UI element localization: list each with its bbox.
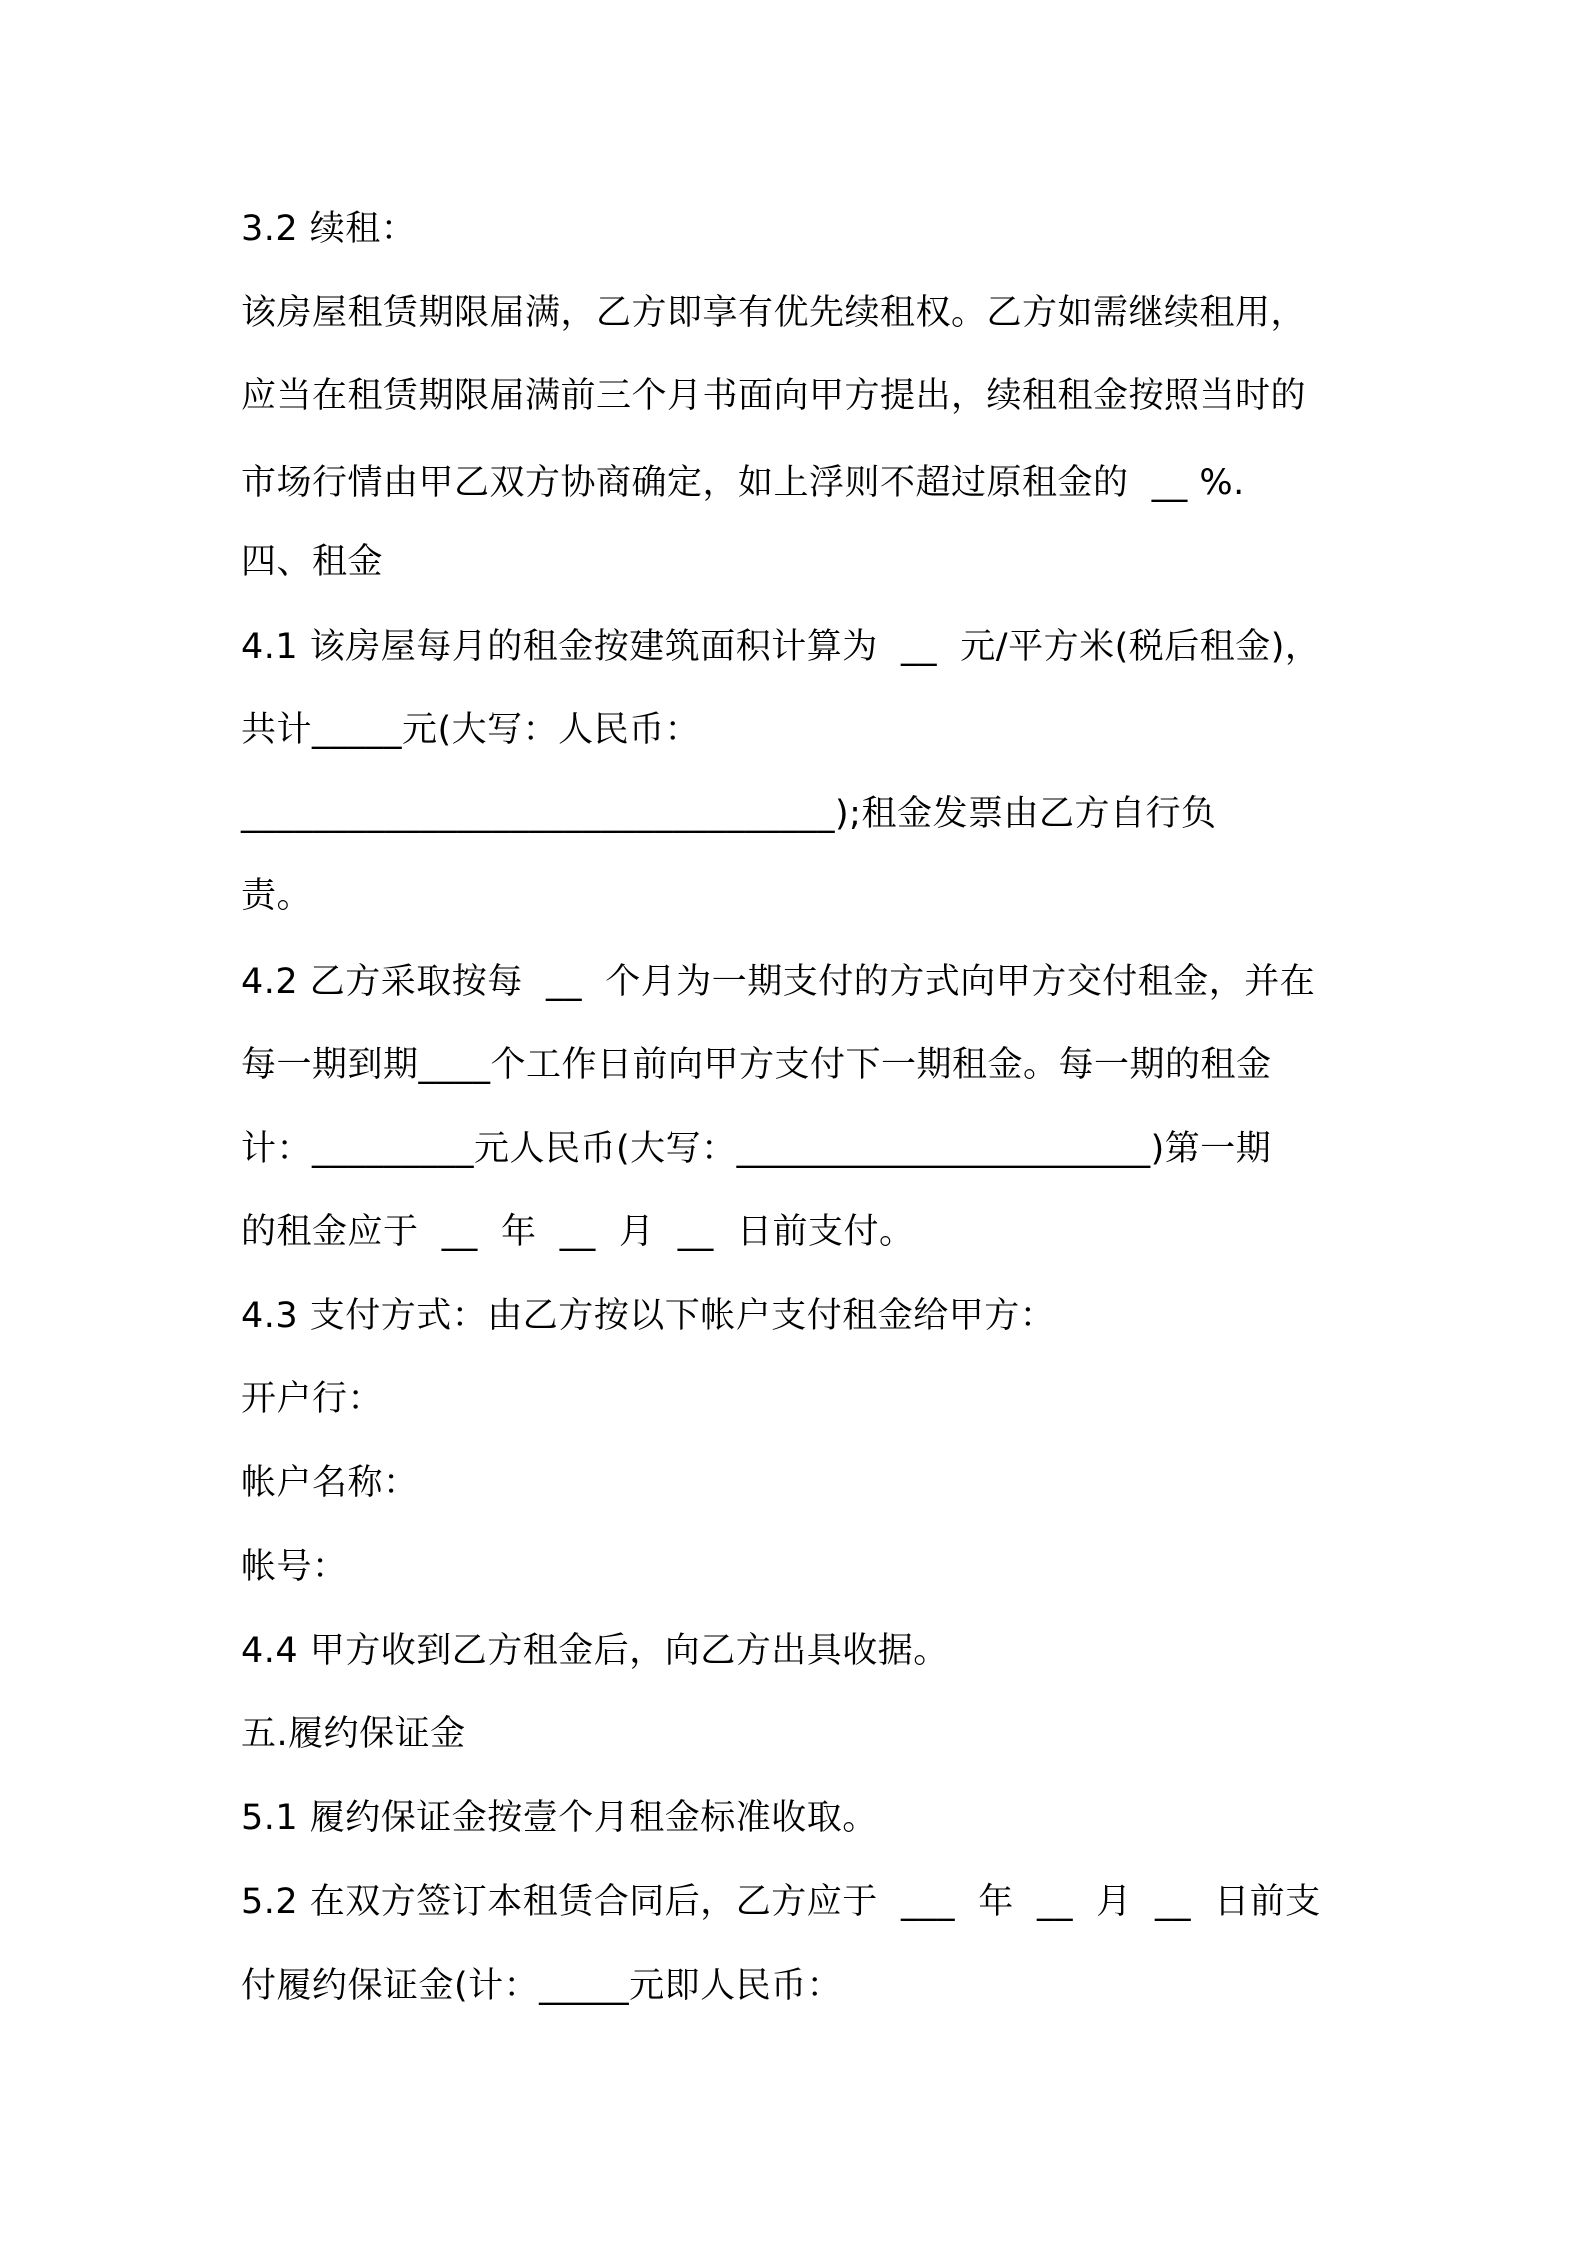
clause-4-1-line-1: 4.1 该房屋每月的租金按建筑面积计算为 __ 元/平方米(税后租金)， [241, 627, 1321, 667]
clause-4-1-line-4: 责。 [241, 876, 313, 916]
clause-4-4-text: 4.4 甲方收到乙方租金后，向乙方出具收据。 [241, 1631, 949, 1671]
clause-4-2-line-3: 计：_________元人民币(大写：_______________________)第一期 [241, 1129, 1272, 1169]
section-5-heading: 五.履约保证金 [241, 1714, 466, 1754]
section-4-heading: 四、租金 [241, 542, 384, 582]
clause-4-2-line-1: 4.2 乙方采取按每 __ 个月为一期支付的方式向甲方交付租金，并在 [241, 962, 1316, 1002]
clause-5-2-line-2: 付履约保证金(计：_____元即人民币： [241, 1966, 843, 2006]
account-number-label: 帐号： [241, 1547, 348, 1587]
account-name-label: 帐户名称： [241, 1463, 419, 1503]
clause-3-2-heading: 3.2 续租： [241, 209, 417, 249]
clause-5-2-line-1: 5.2 在双方签订本租赁合同后，乙方应于 ___ 年 __ 月 __ 日前支 [241, 1882, 1321, 1922]
clause-3-2-text-line-3: 市场行情由甲乙双方协商确定，如上浮则不超过原租金的 __ %. [241, 463, 1245, 503]
clause-4-3-text: 4.3 支付方式：由乙方按以下帐户支付租金给甲方： [241, 1296, 1056, 1336]
clause-5-1-text: 5.1 履约保证金按壹个月租金标准收取。 [241, 1798, 878, 1838]
clause-4-1-line-3: _________________________________);租金发票由乙方自行负 [241, 794, 1217, 834]
bank-name-label: 开户行： [241, 1379, 384, 1419]
clause-3-2-text-line-1: 该房屋租赁期限届满，乙方即享有优先续租权。乙方如需继续租用， [241, 293, 1307, 333]
clause-4-2-line-4: 的租金应于 __ 年 __ 月 __ 日前支付。 [241, 1212, 915, 1252]
clause-3-2-text-line-2: 应当在租赁期限届满前三个月书面向甲方提出，续租租金按照当时的 [241, 376, 1307, 416]
clause-4-1-line-2: 共计_____元(大写：人民币： [241, 710, 701, 750]
clause-4-2-line-2: 每一期到期____个工作日前向甲方支付下一期租金。每一期的租金 [241, 1045, 1272, 1085]
